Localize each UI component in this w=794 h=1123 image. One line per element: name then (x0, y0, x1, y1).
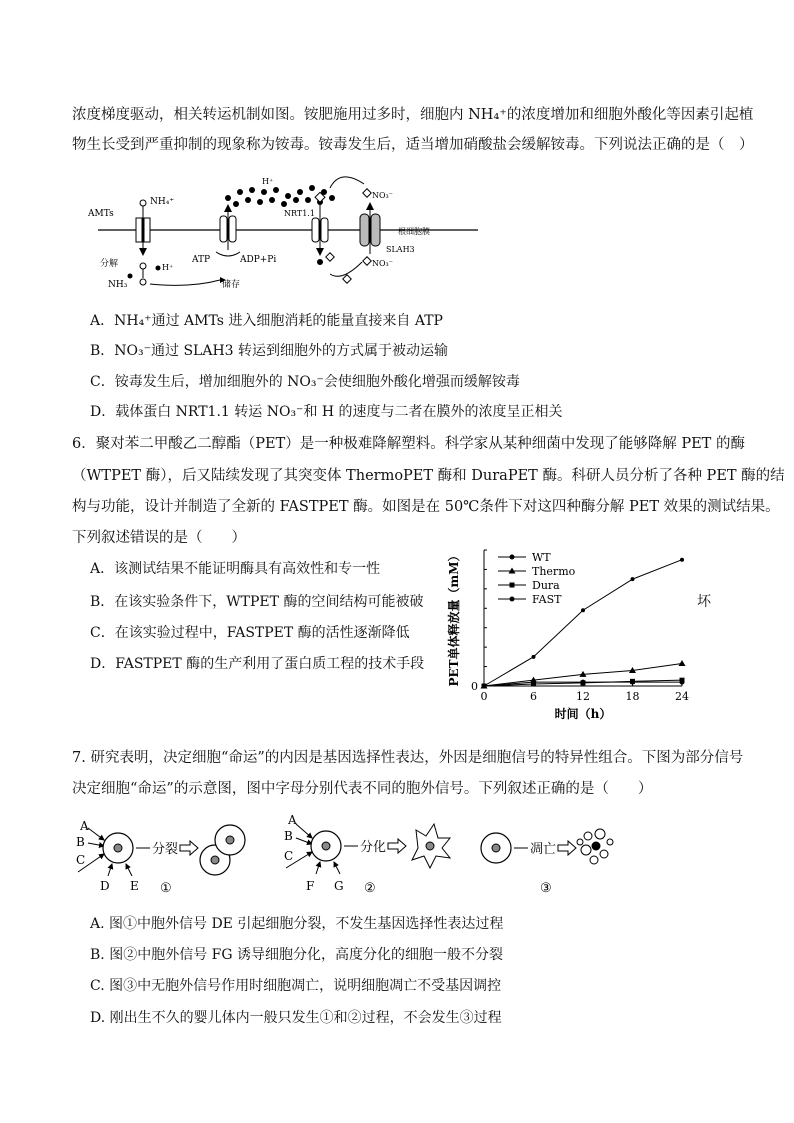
legend-marker-wt (510, 555, 515, 560)
point-dura (680, 678, 685, 683)
no3-top-label: NO₃⁻ (372, 191, 393, 200)
y-tick-label: 0 (471, 680, 478, 693)
q5-stem-line2: 物生长受到严重抑制的现象称为铵毒。铵毒发生后，适当增加硝酸盐会缓解铵毒。下列说法正确的是（ ） (72, 137, 754, 153)
point-thermo (679, 660, 686, 666)
membrane-label: 根细胞膜 (398, 227, 430, 236)
slah3-channel (360, 202, 380, 254)
point-fast (680, 558, 684, 562)
decompose-label: 分解 (100, 259, 119, 269)
legend-label-wt: WT (532, 551, 551, 564)
q7-option-d: D. 刚出生不久的婴儿体内一般只发生①和②过程，不会发生③过程 (90, 1010, 502, 1026)
q5-option-b: B．NO₃⁻通过 SLAH3 转运到细胞外的方式属于被动运输 (90, 343, 449, 359)
nh3-label: NH₃ (108, 280, 128, 290)
q6-option-c: C．在该实验过程中，FASTPET 酶的活性逐渐降低 (90, 625, 410, 641)
pet-chart (432, 540, 692, 725)
x-axis-label: 时间（h） (554, 707, 612, 721)
amts-channel (136, 200, 150, 256)
d2-label: 分化 (360, 840, 387, 855)
q6-option-b-tail: 坏 (697, 594, 711, 610)
d3-num: ③ (540, 881, 552, 896)
x-tick-label: 0 (480, 690, 488, 703)
q6-option-b: B．在该实验条件下，WTPET 酶的空间结构可能被破 (90, 594, 424, 610)
d2-letter-b: B (284, 829, 293, 843)
q5-stem-line1: 浓度梯度驱动，相关转运机制如图。铵肥施用过多时，细胞内 NH₄⁺的浓度增加和细胞外酸化等因素引起植 (72, 107, 754, 123)
d2-num: ② (364, 881, 376, 896)
y-axis-label: PET单体释放量（mM） (447, 549, 461, 687)
atp-label: ATP (192, 255, 211, 265)
proton-pump (220, 204, 236, 250)
q6-stem-line3: 构与功能，设计并制造了全新的 FASTPET 酶。如图是在 50℃条件下对这四种酶分解 PET 效果的测试结果。 (72, 499, 780, 515)
d1-letter-d: D (100, 879, 110, 893)
q7-option-c: C. 图③中无胞外信号作用时细胞凋亡，说明细胞凋亡不受基因调控 (90, 978, 502, 994)
d2-letter-c: C (284, 849, 294, 863)
slah3-label: SLAH3 (386, 245, 415, 254)
point-dura (581, 680, 586, 685)
nrt-label: NRT1.1 (284, 209, 315, 218)
series-line-fast (484, 560, 682, 686)
point-fast (532, 655, 536, 659)
legend-marker-fast (510, 597, 515, 602)
storage-label: 储存 (222, 280, 241, 290)
d1-letter-b: B (76, 835, 85, 849)
d1-label: 分裂 (152, 842, 179, 857)
legend-label-dura: Dura (532, 579, 560, 592)
q7-option-b: B. 图②中胞外信号 FG 诱导细胞分化，高度分化的细胞一般不分裂 (90, 947, 503, 963)
d1-letter-c: C (76, 853, 86, 867)
d1-letter-e: E (130, 879, 139, 893)
point-fast (482, 684, 486, 688)
legend-marker-dura (510, 583, 515, 588)
d2-letter-a: A (288, 813, 297, 827)
hplus-top-label: H⁺ (262, 177, 274, 186)
x-tick-label: 12 (576, 690, 590, 703)
q5-option-a: A．NH₄⁺通过 AMTs 进入细胞消耗的能量直接来自 ATP (90, 313, 443, 329)
q5-option-c: C．铵毒发生后，增加细胞外的 NO₃⁻会使细胞外酸化增强而缓解铵毒 (90, 374, 520, 390)
q6-stem-line2: （WTPET 酶），后又陆续发现了其突变体 ThermoPET 酶和 DuraPET 酶。科研人员分析了各种 PET 酶的结 (72, 468, 785, 484)
hplus-bottom-label: H⁺ (162, 263, 174, 272)
q6-stem-line4: 下列叙述错误的是（ ） (72, 530, 246, 546)
d3-label: 凋亡 (530, 842, 557, 857)
nrt-transporter (312, 192, 334, 265)
point-dura (531, 682, 536, 687)
q7-stem-line1: 7. 研究表明，决定细胞“命运”的内因是基因选择性表达，外因是细胞信号的特异性组合。下图为部分信号 (72, 750, 744, 766)
legend-label-thermo: Thermo (532, 565, 576, 578)
d1-num: ① (160, 881, 172, 896)
nh4-label: NH₄⁺ (150, 197, 175, 207)
d1-letter-a: A (80, 819, 89, 833)
legend-label-fast: FAST (532, 593, 562, 606)
transport-diagram (80, 170, 500, 295)
q5-option-d: D．载体蛋白 NRT1.1 转运 NO₃⁻和 H 的速度与二者在膜外的浓度呈正相关 (90, 404, 563, 420)
x-tick-label: 6 (530, 690, 537, 703)
q7-option-a: A. 图①中胞外信号 DE 引起细胞分裂，不发生基因选择性表达过程 (90, 916, 504, 932)
diagram1-division (76, 819, 245, 896)
d2-letter-g: G (334, 879, 344, 893)
diagram2-differentiation (284, 813, 450, 896)
no3-bottom-label: NO₃⁻ (372, 259, 393, 268)
adp-label: ADP+Pi (240, 255, 277, 265)
amts-label: AMTs (88, 209, 114, 219)
point-fast (631, 577, 635, 581)
q6-stem-line1: 6．聚对苯二甲酸乙二醇酯（PET）是一种极难降解塑料。科学家从某种细菌中发现了能够降解 PET 的酶 (72, 436, 745, 452)
q6-option-a: A．该测试结果不能证明酶具有高效性和专一性 (90, 561, 381, 577)
cell-fate-diagram (70, 810, 640, 905)
point-fast (581, 608, 585, 612)
diagram3-apoptosis (481, 829, 613, 896)
d2-letter-f: F (306, 879, 315, 893)
point-dura (630, 679, 635, 684)
x-tick-label: 24 (675, 690, 689, 703)
q7-stem-line2: 决定细胞“命运”的示意图，图中字母分别代表不同的胞外信号。下列叙述正确的是（ ） (72, 781, 653, 797)
q6-option-d: D．FASTPET 酶的生产利用了蛋白质工程的技术手段 (90, 656, 425, 672)
x-tick-label: 18 (625, 690, 640, 703)
